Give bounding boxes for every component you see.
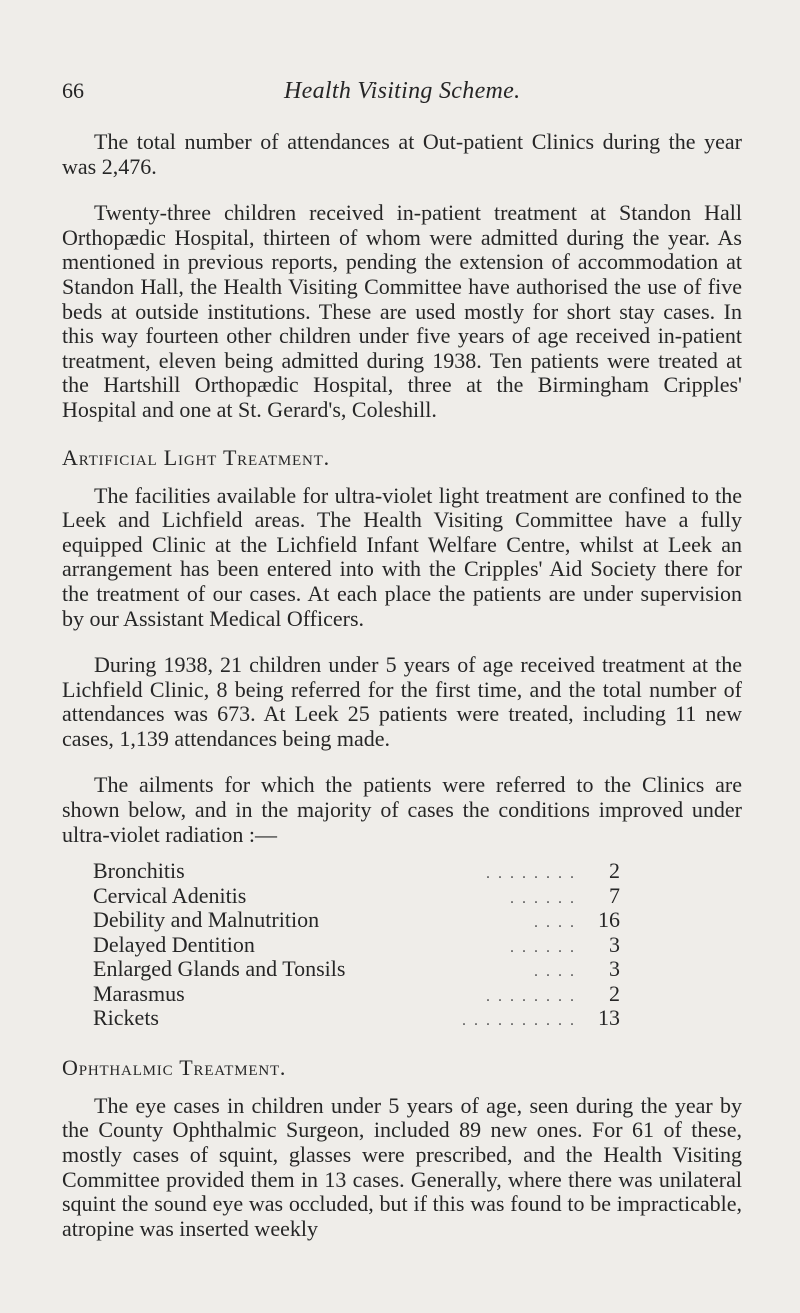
running-head xyxy=(62,78,742,108)
ailment-row xyxy=(93,859,620,884)
paragraph-facilities: The facilities available for ultra-violet light treatment are confined to the Leek and Lichfield areas. The Health Visiting Committee have a fully equipped Clinic at the Lichfield Infant Welfare Centre, whilst at Leek an arrangement has been entered into with the Cripples' Aid Society there for the treatment of our cases. At each place the patients are under supervision by our Assistant Medical Officers. xyxy=(62,482,742,631)
ailment-row xyxy=(93,982,620,1007)
paragraph-inpatient-treatment: Twenty-three children received in-patient treatment at Standon Hall Orthopædic Hospital, thirteen of whom were admitted during the year. As mentioned in previous reports, pending the extension of accommodation at Standon Hall, the Health Visiting Committee have authorised the use of five beds at outside institutions. These are used mostly for short stay cases. In this way fourteen other children under five years of age received in-patient treatment, eleven being admitted during 1938. Ten patients were treated at the Hartshill Orthopædic Hospital, three at the Birmingham Cripples' Hospital and one at St. Gerard's, Coleshill. xyxy=(62,200,742,422)
ailment-name: Rickets xyxy=(93,1005,159,1031)
dot-leader: . . . . . . . . . . xyxy=(462,1012,576,1030)
artificial-light-section xyxy=(62,445,742,1031)
outpatient-section xyxy=(62,130,742,423)
paragraph-outpatient-attendances: The total number of attendances at Out-patient Clinics during the year was 2,476. xyxy=(62,129,742,179)
ailment-name: Cervical Adenitis xyxy=(93,882,247,908)
ailment-count: 16 xyxy=(598,907,620,933)
ailment-count: 2 xyxy=(609,980,620,1006)
ailment-row xyxy=(93,957,620,982)
ailment-name: Bronchitis xyxy=(93,858,185,884)
section-heading-ophthalmic: Ophthalmic Treatment. xyxy=(62,1054,287,1080)
ailments-table xyxy=(62,859,742,1031)
ailment-name: Delayed Dentition xyxy=(93,931,255,957)
section-heading-artificial-light: Artificial Light Treatment. xyxy=(62,444,330,470)
dot-leader: . . . . . . xyxy=(510,889,576,907)
dot-leader: . . . . xyxy=(534,963,576,981)
ailment-count: 7 xyxy=(609,882,620,908)
dot-leader: . . . . . . . . xyxy=(486,865,576,883)
dot-leader: . . . . . . xyxy=(510,938,576,956)
ailment-count: 2 xyxy=(609,858,620,884)
paragraph-lichfield-leek: During 1938, 21 children under 5 years of age received treatment at the Lichfield Clinic, 8 being referred for the first time, and the total number of attendances was 673. At Leek 25 patients were treated, including 11 new cases, 1,139 attendances being made. xyxy=(62,652,742,751)
ailment-count: 3 xyxy=(609,956,620,982)
ailment-name: Marasmus xyxy=(93,980,185,1006)
ophthalmic-section xyxy=(62,1055,742,1242)
paragraph-eye-cases: The eye cases in children under 5 years of age, seen during the year by the County Ophthalmic Surgeon, included 89 new ones. For 61 of these, mostly cases of squint, glasses were prescribed, and the Health Visiting Committee provided them in 13 cases. Generally, where there was unilateral squint the sound eye was occluded, but if this was found to be impracticable, atropine was inserted weekly xyxy=(62,1092,742,1241)
ailment-count: 3 xyxy=(609,931,620,957)
ailment-row xyxy=(93,884,620,909)
dot-leader: . . . . xyxy=(534,914,576,932)
ailment-count: 13 xyxy=(598,1005,620,1031)
ailment-row xyxy=(93,1006,620,1031)
running-title: Health Visiting Scheme. xyxy=(284,78,521,104)
ailment-name: Enlarged Glands and Tonsils xyxy=(93,956,346,982)
dot-leader: . . . . . . . . xyxy=(486,987,576,1005)
page-number: 66 xyxy=(62,78,84,103)
paragraph-ailments-intro: The ailments for which the patients were referred to the Clinics are shown below, and in the majority of cases the conditions improved under ultra-violet radiation :— xyxy=(62,772,742,847)
ailment-name: Debility and Malnutrition xyxy=(93,907,320,933)
ailment-row xyxy=(93,908,620,933)
ailment-row xyxy=(93,933,620,958)
page-content xyxy=(62,78,742,1263)
